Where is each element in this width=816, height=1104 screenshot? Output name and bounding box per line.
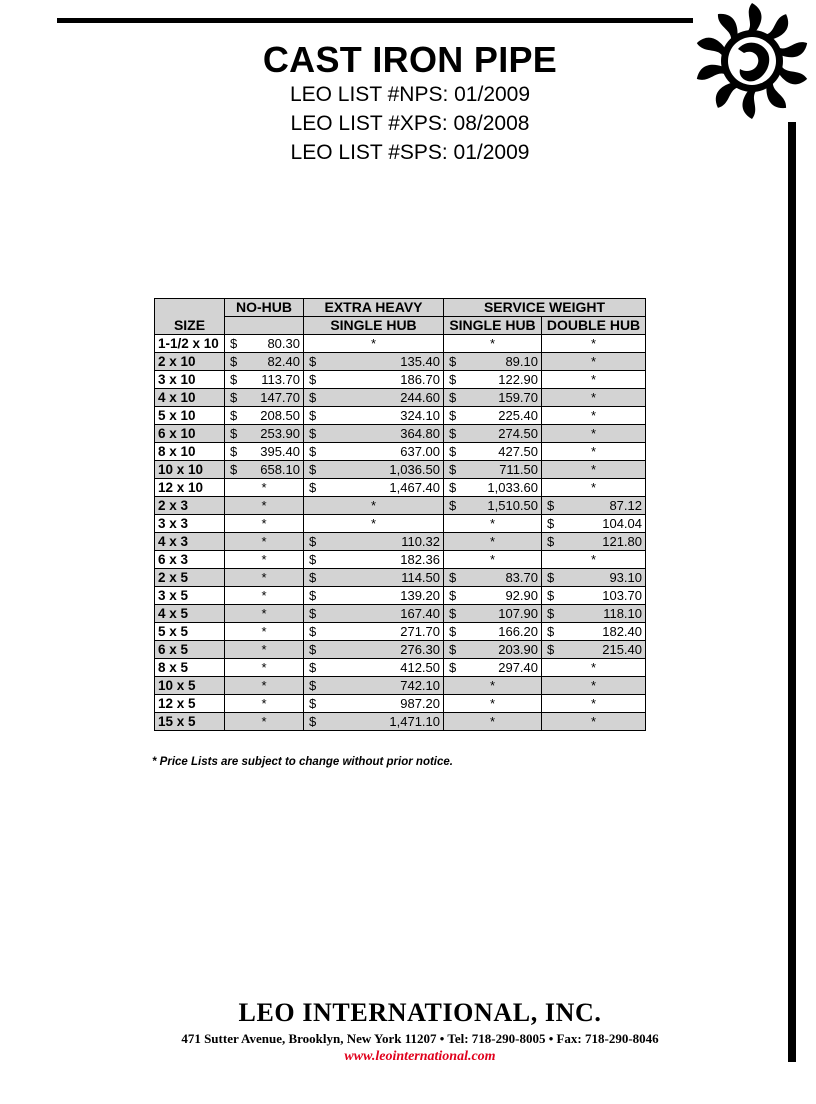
size-cell: 1-1/2 x 10 [155, 335, 225, 353]
price-value: 83.70 [505, 570, 538, 585]
extra-heavy-cell [304, 371, 444, 389]
sw-double-cell: * [542, 461, 646, 479]
price-value: 135.40 [400, 354, 440, 369]
price-table [154, 298, 646, 731]
price-value: 271.70 [400, 624, 440, 639]
price-value: 89.10 [505, 354, 538, 369]
extra-heavy-cell [304, 479, 444, 497]
extra-heavy-cell [304, 443, 444, 461]
sw-single-cell [444, 461, 542, 479]
size-cell: 12 x 10 [155, 479, 225, 497]
price-value: 711.50 [499, 462, 538, 477]
no-hub-cell: * [225, 551, 304, 569]
price-value: 114.50 [401, 570, 440, 585]
currency-symbol: $ [449, 624, 457, 639]
price-value: 80.30 [267, 336, 300, 351]
size-cell: 2 x 10 [155, 353, 225, 371]
sw-double-cell: * [542, 551, 646, 569]
table-row [155, 425, 646, 443]
price-value: 203.90 [498, 642, 538, 657]
table-row [155, 551, 646, 569]
currency-symbol: $ [230, 426, 238, 441]
sw-double-cell: * [542, 479, 646, 497]
sw-double-cell [542, 641, 646, 659]
sw-double-cell [542, 533, 646, 551]
currency-symbol: $ [309, 696, 317, 711]
price-value: 118.10 [603, 606, 642, 621]
sw-double-cell: * [542, 389, 646, 407]
currency-symbol: $ [449, 660, 457, 675]
currency-symbol: $ [309, 642, 317, 657]
table-row [155, 605, 646, 623]
price-value: 742.10 [400, 678, 440, 693]
currency-symbol: $ [230, 462, 238, 477]
price-value: 159.70 [498, 390, 538, 405]
price-value: 122.90 [498, 372, 538, 387]
table-row [155, 353, 646, 371]
list-line-nps: LEO LIST #NPS: 01/2009 [289, 83, 531, 106]
price-value: 147.70 [260, 390, 300, 405]
extra-heavy-cell: * [304, 497, 444, 515]
price-value: 1,036.50 [389, 462, 440, 477]
no-hub-cell: * [225, 641, 304, 659]
extra-heavy-cell [304, 713, 444, 731]
table-row [155, 677, 646, 695]
sw-double-cell: * [542, 695, 646, 713]
size-cell: 6 x 10 [155, 425, 225, 443]
table-row [155, 515, 646, 533]
currency-symbol: $ [230, 354, 238, 369]
price-value: 92.90 [505, 588, 538, 603]
price-value: 166.20 [498, 624, 538, 639]
table-row [155, 389, 646, 407]
currency-symbol: $ [547, 570, 555, 585]
sw-double-cell [542, 587, 646, 605]
sw-double-cell [542, 569, 646, 587]
sw-double-cell: * [542, 425, 646, 443]
table-row [155, 443, 646, 461]
sw-single-cell [444, 389, 542, 407]
price-value: 82.40 [267, 354, 300, 369]
table-row [155, 497, 646, 515]
price-value: 121.80 [602, 534, 642, 549]
no-hub-cell [225, 389, 304, 407]
sw-single-hub-header: SINGLE HUB [444, 317, 542, 335]
table-row [155, 533, 646, 551]
no-hub-cell: * [225, 569, 304, 587]
no-hub-cell [225, 407, 304, 425]
table-row [155, 407, 646, 425]
currency-symbol: $ [449, 462, 457, 477]
sw-double-cell: * [542, 659, 646, 677]
currency-symbol: $ [449, 408, 457, 423]
currency-symbol: $ [309, 444, 317, 459]
currency-symbol: $ [309, 390, 317, 405]
no-hub-cell [225, 335, 304, 353]
currency-symbol: $ [547, 588, 555, 603]
sw-single-cell [444, 659, 542, 677]
service-weight-header: SERVICE WEIGHT [444, 299, 646, 317]
currency-symbol: $ [230, 372, 238, 387]
sw-single-cell [444, 479, 542, 497]
table-row [155, 623, 646, 641]
currency-symbol: $ [230, 408, 238, 423]
table-row [155, 371, 646, 389]
table-row [155, 461, 646, 479]
size-cell: 5 x 5 [155, 623, 225, 641]
table-row [155, 641, 646, 659]
no-hub-cell: * [225, 659, 304, 677]
price-value: 208.50 [260, 408, 300, 423]
price-value: 182.40 [602, 624, 642, 639]
sw-double-cell: * [542, 443, 646, 461]
price-value: 93.10 [609, 570, 642, 585]
no-hub-cell [225, 425, 304, 443]
price-value: 987.20 [400, 696, 440, 711]
size-cell: 6 x 5 [155, 641, 225, 659]
title-block [110, 40, 710, 167]
currency-symbol: $ [309, 372, 317, 387]
price-value: 167.40 [400, 606, 440, 621]
sw-single-cell [444, 497, 542, 515]
company-address: 471 Sutter Avenue, Brooklyn, New York 11207 • Tel: 718-290-8005 • Fax: 718-290-8046 [181, 1031, 659, 1046]
currency-symbol: $ [309, 354, 317, 369]
currency-symbol: $ [449, 444, 457, 459]
sw-double-cell: * [542, 353, 646, 371]
currency-symbol: $ [547, 606, 555, 621]
currency-symbol: $ [547, 534, 555, 549]
currency-symbol: $ [309, 462, 317, 477]
list-line-xps: LEO LIST #XPS: 08/2008 [290, 112, 530, 135]
price-value: 104.04 [602, 516, 642, 531]
price-value: 186.70 [400, 372, 440, 387]
currency-symbol: $ [449, 498, 457, 513]
no-hub-cell: * [225, 605, 304, 623]
extra-heavy-cell [304, 659, 444, 677]
no-hub-cell [225, 443, 304, 461]
price-value: 297.40 [498, 660, 538, 675]
extra-heavy-cell [304, 587, 444, 605]
price-value: 215.40 [602, 642, 642, 657]
table-row [155, 695, 646, 713]
no-hub-cell: * [225, 533, 304, 551]
price-value: 110.32 [401, 534, 440, 549]
extra-heavy-cell [304, 551, 444, 569]
price-value: 244.60 [400, 390, 440, 405]
currency-symbol: $ [309, 660, 317, 675]
sw-single-cell [444, 371, 542, 389]
extra-heavy-cell [304, 407, 444, 425]
currency-symbol: $ [449, 480, 457, 495]
currency-symbol: $ [309, 552, 317, 567]
size-cell: 15 x 5 [155, 713, 225, 731]
size-cell: 2 x 5 [155, 569, 225, 587]
no-hub-subheader [225, 317, 304, 335]
size-cell: 4 x 5 [155, 605, 225, 623]
no-hub-cell: * [225, 515, 304, 533]
size-header: SIZE [155, 299, 225, 335]
currency-symbol: $ [547, 624, 555, 639]
sw-single-cell [444, 425, 542, 443]
sw-single-cell: * [444, 677, 542, 695]
size-cell: 2 x 3 [155, 497, 225, 515]
price-value: 658.10 [260, 462, 300, 477]
extra-heavy-cell [304, 641, 444, 659]
price-value: 1,510.50 [487, 498, 538, 513]
table-row [155, 335, 646, 353]
no-hub-cell: * [225, 695, 304, 713]
price-value: 225.40 [498, 408, 538, 423]
sw-single-cell: * [444, 551, 542, 569]
price-value: 412.50 [400, 660, 440, 675]
extra-heavy-cell [304, 695, 444, 713]
currency-symbol: $ [309, 534, 317, 549]
sw-double-hub-header: DOUBLE HUB [542, 317, 646, 335]
price-rows [155, 335, 646, 731]
extra-heavy-cell [304, 533, 444, 551]
currency-symbol: $ [449, 390, 457, 405]
price-value: 324.10 [400, 408, 440, 423]
currency-symbol: $ [309, 588, 317, 603]
sw-double-cell [542, 605, 646, 623]
table-row [155, 587, 646, 605]
size-cell: 6 x 3 [155, 551, 225, 569]
price-value: 276.30 [400, 642, 440, 657]
currency-symbol: $ [309, 606, 317, 621]
sw-single-cell [444, 407, 542, 425]
lion-sun-logo-icon [694, 2, 810, 120]
currency-symbol: $ [547, 516, 555, 531]
currency-symbol: $ [309, 570, 317, 585]
size-cell: 10 x 10 [155, 461, 225, 479]
currency-symbol: $ [449, 426, 457, 441]
price-value: 182.36 [400, 552, 440, 567]
price-value: 1,467.40 [389, 480, 440, 495]
extra-heavy-cell [304, 461, 444, 479]
sw-single-cell: * [444, 713, 542, 731]
currency-symbol: $ [547, 498, 555, 513]
extra-heavy-cell [304, 353, 444, 371]
table-row [155, 479, 646, 497]
company-name: LEO INTERNATIONAL, INC. [238, 998, 602, 1027]
no-hub-cell: * [225, 497, 304, 515]
currency-symbol: $ [309, 480, 317, 495]
sw-single-cell [444, 569, 542, 587]
page-title: CAST IRON PIPE [262, 39, 558, 80]
extra-heavy-cell [304, 623, 444, 641]
sw-double-cell [542, 515, 646, 533]
price-value: 253.90 [260, 426, 300, 441]
extra-heavy-cell: * [304, 515, 444, 533]
extra-heavy-cell [304, 677, 444, 695]
price-value: 427.50 [498, 444, 538, 459]
price-value: 107.90 [498, 606, 538, 621]
sw-double-cell: * [542, 713, 646, 731]
size-cell: 4 x 10 [155, 389, 225, 407]
sw-single-cell: * [444, 515, 542, 533]
size-cell: 3 x 5 [155, 587, 225, 605]
price-note: * Price Lists are subject to change without prior notice. [152, 756, 453, 768]
sw-double-cell: * [542, 371, 646, 389]
no-hub-cell: * [225, 713, 304, 731]
sw-single-cell: * [444, 335, 542, 353]
sw-double-cell: * [542, 677, 646, 695]
price-value: 113.70 [261, 372, 300, 387]
sw-double-cell [542, 497, 646, 515]
currency-symbol: $ [309, 426, 317, 441]
sw-single-cell [444, 623, 542, 641]
extra-heavy-cell [304, 605, 444, 623]
price-value: 103.70 [602, 588, 642, 603]
sw-single-cell: * [444, 533, 542, 551]
sw-double-cell: * [542, 335, 646, 353]
currency-symbol: $ [309, 624, 317, 639]
size-cell: 8 x 5 [155, 659, 225, 677]
size-cell: 3 x 10 [155, 371, 225, 389]
extra-heavy-cell [304, 569, 444, 587]
no-hub-cell [225, 353, 304, 371]
currency-symbol: $ [230, 336, 238, 351]
size-cell: 4 x 3 [155, 533, 225, 551]
no-hub-cell: * [225, 677, 304, 695]
extra-heavy-cell: * [304, 335, 444, 353]
currency-symbol: $ [547, 642, 555, 657]
price-value: 139.20 [400, 588, 440, 603]
table-row [155, 569, 646, 587]
eh-single-hub-header: SINGLE HUB [304, 317, 444, 335]
currency-symbol: $ [309, 714, 317, 729]
extra-heavy-header: EXTRA HEAVY [304, 299, 444, 317]
extra-heavy-cell [304, 425, 444, 443]
top-rule [57, 18, 693, 23]
price-value: 87.12 [609, 498, 642, 513]
no-hub-cell [225, 371, 304, 389]
table-row [155, 713, 646, 731]
sw-double-cell [542, 623, 646, 641]
list-line-sps: LEO LIST #SPS: 01/2009 [290, 141, 530, 164]
size-cell: 12 x 5 [155, 695, 225, 713]
currency-symbol: $ [449, 588, 457, 603]
price-value: 395.40 [260, 444, 300, 459]
currency-symbol: $ [230, 444, 238, 459]
sw-single-cell [444, 353, 542, 371]
size-cell: 5 x 10 [155, 407, 225, 425]
footer [80, 998, 760, 1066]
no-hub-cell: * [225, 479, 304, 497]
website-link[interactable]: www.leointernational.com [344, 1049, 496, 1064]
table-row [155, 659, 646, 677]
no-hub-cell: * [225, 587, 304, 605]
currency-symbol: $ [309, 408, 317, 423]
currency-symbol: $ [449, 642, 457, 657]
no-hub-cell [225, 461, 304, 479]
price-value: 1,033.60 [487, 480, 538, 495]
side-rule [788, 122, 796, 1062]
size-cell: 10 x 5 [155, 677, 225, 695]
currency-symbol: $ [309, 678, 317, 693]
no-hub-header: NO-HUB [225, 299, 304, 317]
sw-double-cell: * [542, 407, 646, 425]
price-value: 364.80 [400, 426, 440, 441]
no-hub-cell: * [225, 623, 304, 641]
sw-single-cell [444, 587, 542, 605]
extra-heavy-cell [304, 389, 444, 407]
sw-single-cell [444, 605, 542, 623]
currency-symbol: $ [449, 606, 457, 621]
sw-single-cell [444, 641, 542, 659]
currency-symbol: $ [449, 354, 457, 369]
size-cell: 8 x 10 [155, 443, 225, 461]
price-value: 1,471.10 [389, 714, 440, 729]
currency-symbol: $ [449, 570, 457, 585]
currency-symbol: $ [449, 372, 457, 387]
size-cell: 3 x 3 [155, 515, 225, 533]
sw-single-cell: * [444, 695, 542, 713]
price-value: 637.00 [400, 444, 440, 459]
currency-symbol: $ [230, 390, 238, 405]
price-value: 274.50 [498, 426, 538, 441]
sw-single-cell [444, 443, 542, 461]
